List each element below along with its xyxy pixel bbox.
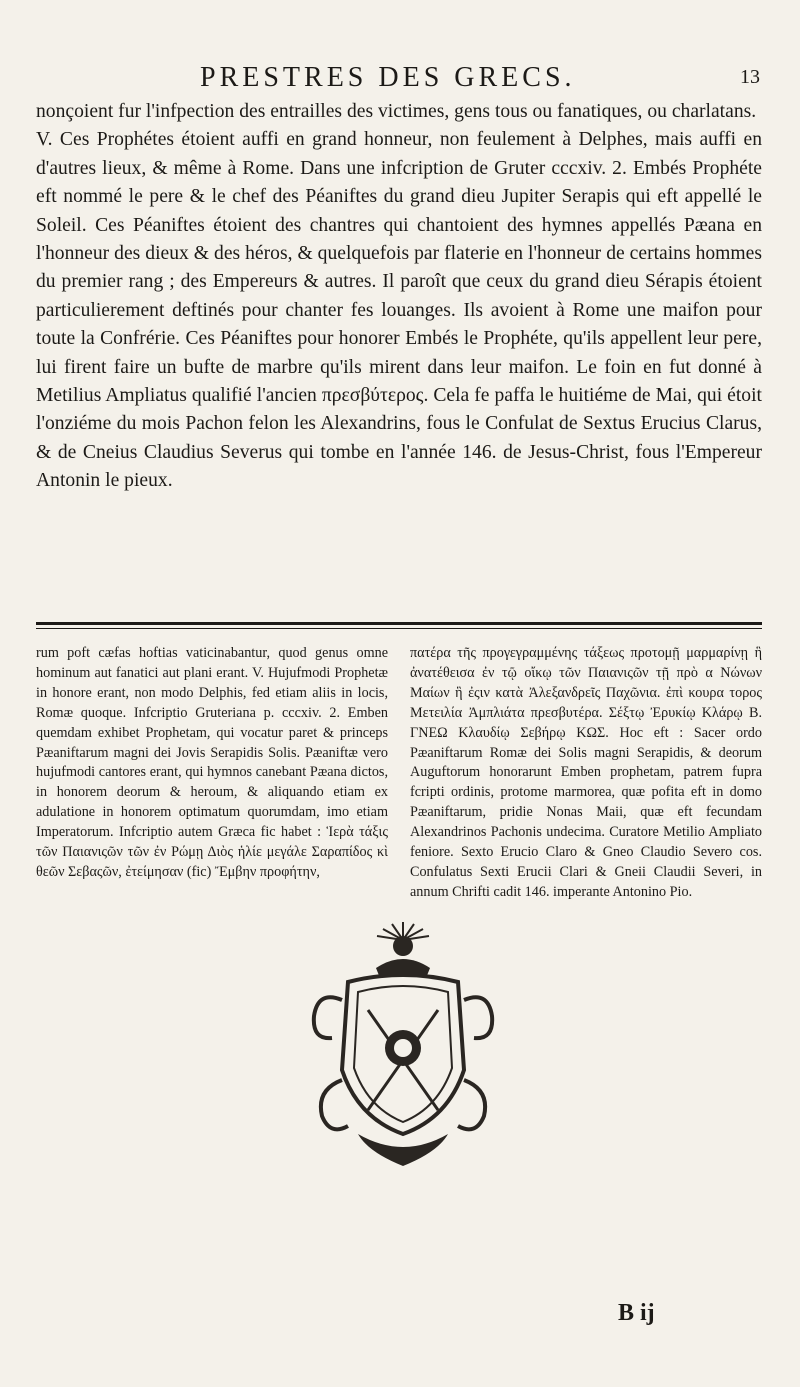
main-paragraph-1: nonçoient fur l'infpection des entrailles des victimes, gens tous ou fanatiques, ou charlatans.: [36, 101, 757, 122]
bottom-drapery: [358, 1134, 448, 1166]
running-title: PRESTRES DES GRECS.: [200, 62, 576, 93]
page-header: [200, 62, 760, 102]
signature-mark: B ij: [618, 1300, 655, 1326]
notes-column-right: πατέρα τῆς προγεγραμμένης τάξεως προτομῇ μαρμαρίνῃ ἣ ἀνατέθεισα ἐν τῷ οἴκῳ τῶν Παιανιςῶν τῇ πρὸ α Νώνων Μαίων ἣ ἐςιν κατὰ Ἀλεξανδρεῖς Παχῶνια. ἐπὶ κουρα τορος Μετειλία Ἀμπλιάτα πρεσβυτέρα. Σέξτῳ Ἐρυκίῳ Κλάρῳ Β. ΓΝΕΩ Κλαυδίῳ Σεβήρῳ ΚΩΣ. Hoc eft : Sacer ordo Pæaniftarum Romæ dei Solis magni Serapidis, & deorum Auguftorum honorarunt Emben prophetam, patrem fupra fcripti ordinis, protome marmorea, quæ pofita eft in domo Pæaniftarum, pridie Nonas Maii, quæ eft fecundam Alexandrinos Pachonis undecima. Curatore Metilio Ampliato feniore. Sexto Erucio Claro & Gneo Claudio Severo cos. Confulatus Sexti Erucii Clari & Gneii Claudii Severi, in annum Chrifti cadit 146. imperante Antonino Pio.: [410, 645, 762, 900]
separator-rule-thick: [36, 622, 762, 625]
main-text: [36, 98, 762, 496]
center-medallion-inner: [394, 1039, 412, 1057]
printers-ornament-emblem: [288, 920, 518, 1170]
page-number: 13: [740, 66, 760, 88]
main-paragraph-2: V. Ces Prophétes étoient auffi en grand honneur, non feulement à Delphes, mais auffi en d'autres lieux, & même à Rome. Dans une infcription de Gruter cccxiv. 2. Embés Prophéte eft nommé le pere & le chef des Péaniftes du grand dieu Jupiter Serapis qui eft appellé le Soleil. Ces Péaniftes étoient des chantres qui chantoient des hymnes appellés Pæana en l'honneur des dieux & des héros, & quelquefois par flaterie en l'honneur de certains hommes du premier rang ; des Empereurs & autres. Il paroît que ceux du grand dieu Sérapis étoient particulierement deftinés pour chanter fes louanges. Ils avoient à Rome une maifon pour toute la Confrérie. Ces Péaniftes pour honorer Embés le Prophéte, qu'ils appellent leur pere, lui firent faire un bufte de marbre qu'ils mirent dans leur maifon. Le foin en fut donné à Metilius Ampliatus qualifié l'ancien πρεσβύτερος. Cela fe paffa le huitiéme de Mai, qui étoit l'onziéme du mois Pachon felon les Alexandrins, fous le Confulat de Sextus Erucius Clarus, & de Cneius Claudius Severus qui tombe en l'année 146. de Jesus-Christ, fous l'Empereur Antonin le pieux.: [36, 129, 762, 492]
notes-column-left: rum poft cæfas hoftias vaticinabantur, quod genus omne hominum aut fanatici aut plani erant. V. Hujufmodi Prophetæ in honore erant, non modo Delphis, fed etiam aliis in locis, Romæ quoque. Infcriptio Gruteriana p. cccxiv. 2. Emben quemdam exhibet Prophetam, qui vocatur paret & princeps Pæaniftarum magni dei Jovis Serapidis Solis. Pæaniftæ vero hujufmodi cantores erant, qui hymnos canebant Pæana dictos, in honorem deorum & heroum, & aliquando etiam ex adulatione in honorem optimatum quorumdam, imo etiam Imperatorum. Infcriptio autem Græca fic habet : Ἱερὰ τάξις τῶν Παιανιςῶν τῶν ἐν Ρώμῃ Διὸς ἡλίε μεγάλε Σαραπίδος κὶ θεῶν Σεβαςῶν, ἐτείμησαν (fic) Ἔμβην προφήτην,: [36, 645, 388, 880]
separator-rule-thin: [36, 628, 762, 629]
sun-disc: [393, 936, 413, 956]
